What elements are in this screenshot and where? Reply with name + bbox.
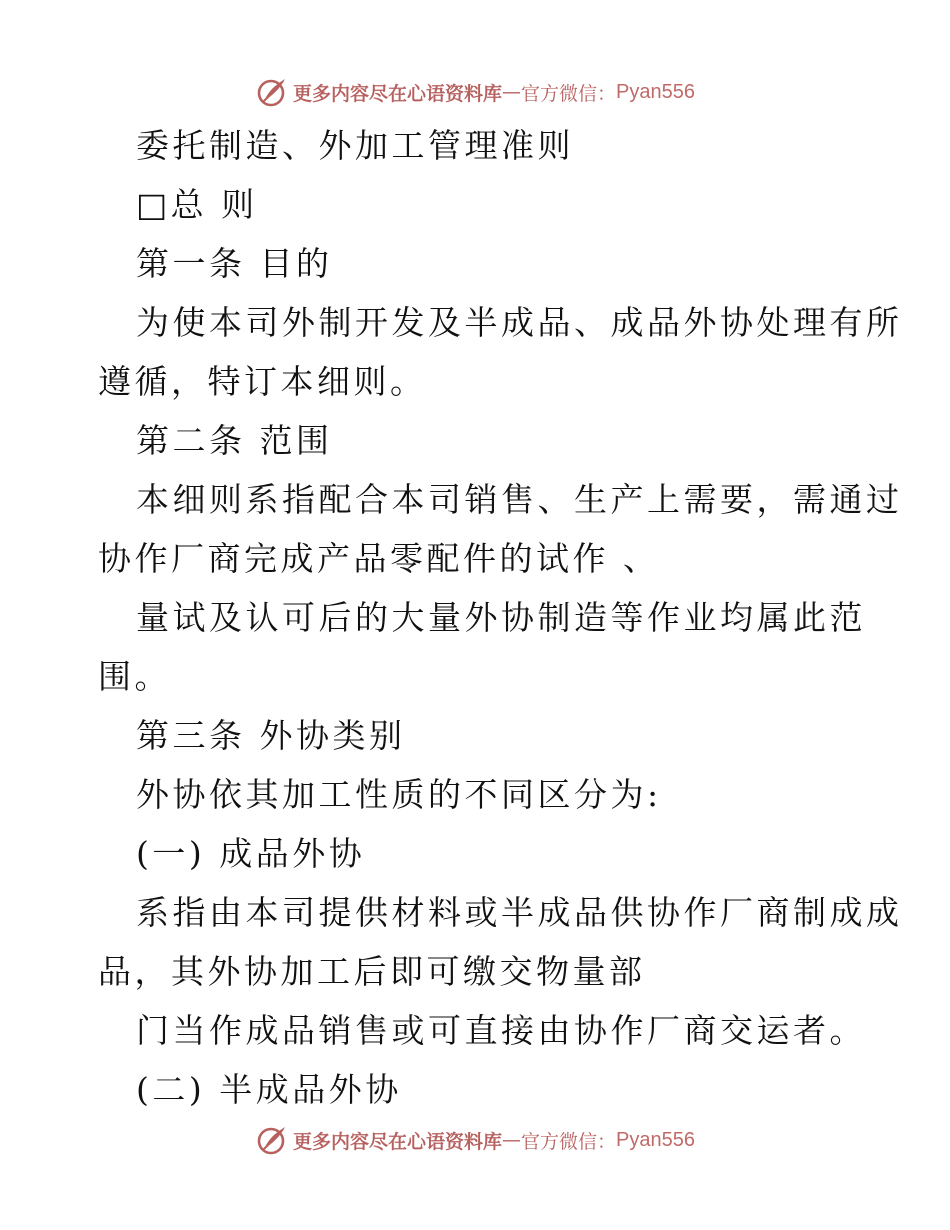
paragraph-line: 系指由本司提供材料或半成品供协作厂商制成成	[136, 893, 903, 932]
document-body	[98, 116, 903, 1119]
paragraph-line: 围。	[98, 657, 171, 696]
header-watermark	[0, 72, 950, 112]
quill-pen-logo-icon	[255, 75, 289, 109]
paragraph-line: 品，其外协加工后即可缴交物量部	[98, 952, 646, 991]
watermark-wechat-id: Pyan556	[616, 1128, 695, 1151]
footer-watermark	[0, 1120, 950, 1160]
watermark-wechat-id: Pyan556	[616, 80, 695, 103]
watermark-sub-text: 官方微信：	[521, 1130, 617, 1153]
paragraph-line: 为使本司外制开发及半成品、成品外协处理有所	[136, 303, 903, 342]
paragraph-line: 遵循，特订本细则。	[98, 362, 427, 401]
article-3-heading: 第三条 外协类别	[136, 716, 406, 755]
paragraph-line: 门当作成品销售或可直接由协作厂商交运者。	[136, 1011, 866, 1050]
article-1-heading: 第一条 目的	[136, 244, 333, 283]
article-2-heading: 第二条 范围	[136, 421, 333, 460]
section-heading-general: □总 则	[136, 185, 258, 224]
paragraph-line: 外协依其加工性质的不同区分为:	[136, 775, 662, 814]
list-item-heading: (二) 半成品外协	[136, 1070, 402, 1109]
watermark-main-text: 更多内容尽在心语资料库	[293, 82, 503, 105]
quill-pen-logo-icon	[255, 1123, 289, 1157]
list-item-heading: (一) 成品外协	[136, 834, 366, 873]
watermark-sub-text: 官方微信：	[521, 82, 617, 105]
paragraph-line: 协作厂商完成产品零配件的试作 、	[98, 539, 660, 578]
watermark-dash: —	[502, 81, 522, 103]
watermark-dash: —	[502, 1129, 522, 1151]
document-title: 委托制造、外加工管理准则	[136, 126, 574, 165]
watermark-main-text: 更多内容尽在心语资料库	[293, 1130, 503, 1153]
paragraph-line: 量试及认可后的大量外协制造等作业均属此范	[136, 598, 866, 637]
paragraph-line: 本细则系指配合本司销售、生产上需要，需通过	[136, 480, 903, 519]
